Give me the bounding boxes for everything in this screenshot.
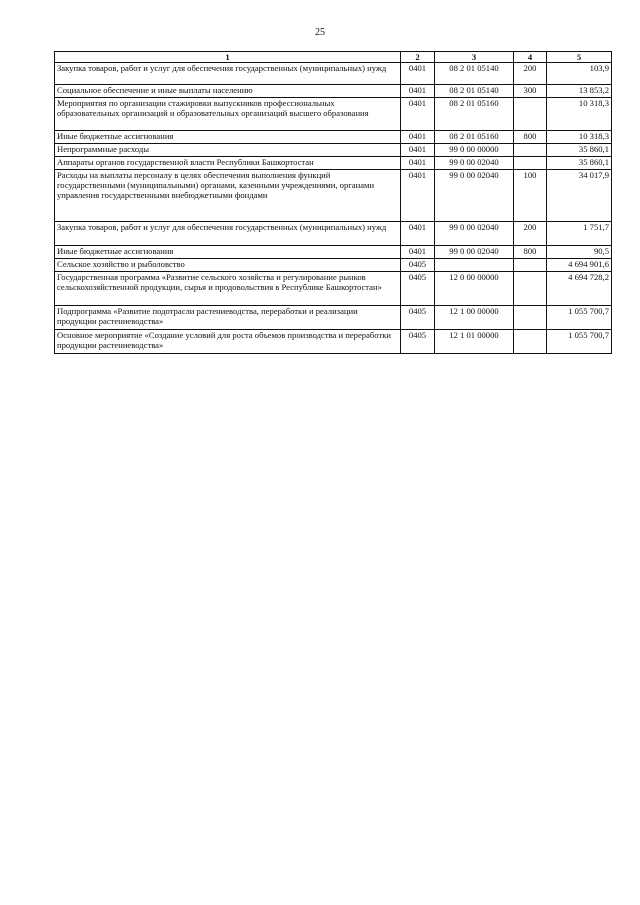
expense-type-code: 300 [514,85,547,98]
expense-type-code [514,259,547,272]
row-name: Иные бюджетные ассигнования [55,246,401,259]
row-name: Непрограммные расходы [55,144,401,157]
expense-type-code [514,272,547,306]
target-article-code: 08 2 01 05140 [435,63,514,85]
expense-type-code [514,330,547,354]
table-row [55,98,612,131]
column-header-1: 1 [55,52,401,63]
section-code: 0401 [401,246,435,259]
amount: 35 860,1 [547,157,612,170]
target-article-code: 99 0 00 02040 [435,157,514,170]
row-name: Расходы на выплаты персоналу в целях обеспечения выполнения функций государственными (муниципальными) органами, казенными учреждениями, органами управления государственными внебюджетными фондами [55,170,401,222]
amount: 34 017,9 [547,170,612,222]
page-number: 25 [315,27,325,38]
row-name: Подпрограмма «Развитие подотрасли растениеводства, переработки и реализации продукции растениеводства» [55,306,401,330]
table-row [55,144,612,157]
section-code: 0405 [401,330,435,354]
target-article-code: 99 0 00 00000 [435,144,514,157]
row-name: Аппараты органов государственной власти Республики Башкортостан [55,157,401,170]
row-name: Основное мероприятие «Создание условий для роста объемов производства и переработки продукции растениеводства» [55,330,401,354]
section-code: 0401 [401,157,435,170]
section-code: 0405 [401,306,435,330]
column-header-2: 2 [401,52,435,63]
section-code: 0405 [401,272,435,306]
table-row [55,85,612,98]
amount: 13 853,2 [547,85,612,98]
row-name: Сельское хозяйство и рыболовство [55,259,401,272]
target-article-code: 08 2 01 05160 [435,131,514,144]
section-code: 0401 [401,131,435,144]
expense-type-code [514,98,547,131]
section-code: 0401 [401,144,435,157]
target-article-code: 12 1 00 00000 [435,306,514,330]
amount: 103,9 [547,63,612,85]
row-name: Государственная программа «Развитие сельского хозяйства и регулирование рынков сельскохозяйственной продукции, сырья и продовольствия в Республике Башкортостан» [55,272,401,306]
target-article-code: 99 0 00 02040 [435,222,514,246]
amount: 35 860,1 [547,144,612,157]
expense-type-code: 800 [514,246,547,259]
amount: 4 694 901,6 [547,259,612,272]
target-article-code: 08 2 01 05160 [435,98,514,131]
expense-type-code: 800 [514,131,547,144]
section-code: 0401 [401,85,435,98]
target-article-code: 99 0 00 02040 [435,170,514,222]
expense-type-code [514,157,547,170]
row-name: Закупка товаров, работ и услуг для обеспечения государственных (муниципальных) нужд [55,63,401,85]
row-name: Мероприятия по организации стажировки выпускников профессиональных образовательных организаций и образовательных организаций высшего образования [55,98,401,131]
table-row [55,259,612,272]
table-row [55,157,612,170]
table-row [55,222,612,246]
table-row [55,306,612,330]
amount: 1 055 700,7 [547,306,612,330]
target-article-code: 99 0 00 02040 [435,246,514,259]
section-code: 0401 [401,63,435,85]
section-code: 0405 [401,259,435,272]
table-row [55,170,612,222]
expense-type-code: 100 [514,170,547,222]
row-name: Иные бюджетные ассигнования [55,131,401,144]
row-name: Закупка товаров, работ и услуг для обеспечения государственных (муниципальных) нужд [55,222,401,246]
column-header-4: 4 [514,52,547,63]
table-row [55,272,612,306]
amount: 90,5 [547,246,612,259]
target-article-code: 08 2 01 05140 [435,85,514,98]
section-code: 0401 [401,222,435,246]
expense-type-code: 200 [514,63,547,85]
table-row [55,131,612,144]
expense-type-code [514,306,547,330]
amount: 1 055 700,7 [547,330,612,354]
budget-table [54,51,612,354]
expense-type-code: 200 [514,222,547,246]
expense-type-code [514,144,547,157]
table-header-row [55,52,612,63]
section-code: 0401 [401,170,435,222]
table-row [55,330,612,354]
column-header-5: 5 [547,52,612,63]
target-article-code: 12 0 00 00000 [435,272,514,306]
table-row [55,63,612,85]
amount: 1 751,7 [547,222,612,246]
target-article-code: 12 1 01 00000 [435,330,514,354]
amount: 10 318,3 [547,98,612,131]
row-name: Социальное обеспечение и иные выплаты населению [55,85,401,98]
section-code: 0401 [401,98,435,131]
amount: 10 318,3 [547,131,612,144]
target-article-code [435,259,514,272]
table-row [55,246,612,259]
amount: 4 694 728,2 [547,272,612,306]
column-header-3: 3 [435,52,514,63]
